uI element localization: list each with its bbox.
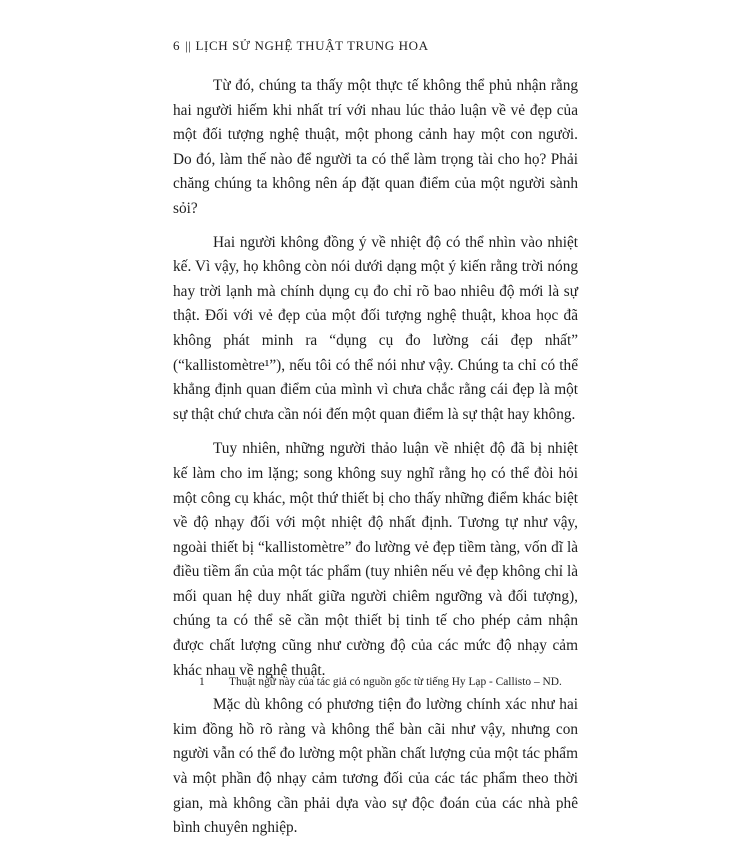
running-header [173,38,429,54]
footnote-text: Thuật ngữ này của tác giả có nguồn gốc từ tiếng Hy Lạp - Callisto – ND. [229,676,562,688]
body-text [173,74,578,850]
paragraph-3: Tuy nhiên, những người thảo luận về nhiệt độ đã bị nhiệt kế làm cho im lặng; song không suy nghĩ rằng họ có thể đòi hỏi một công cụ khác, một thứ thiết bị cho thấy những điểm khác biệt về độ nhạy đối với một nhiệt độ nhất định. Tương tự như vậy, ngoài thiết bị “kallistomètre” đo lường vẻ đẹp tiềm tàng, vốn dĩ là điều tiềm ẩn của một tác phẩm (tuy nhiên nếu vẻ đẹp không chỉ là mối quan hệ duy nhất giữa người chiêm ngưỡng và đối tượng), chúng ta có thể sẽ cần một thiết bị tinh tế cho phép cảm nhận được chất lượng cũng như cường độ của các mức độ nhạy cảm khác nhau về nghệ thuật. [173,440,578,679]
book-title: LỊCH SỬ NGHỆ THUẬT TRUNG HOA [195,38,429,53]
page-number: 6 [173,38,181,53]
header-separator: || [185,38,192,53]
paragraph-1: Từ đó, chúng ta thấy một thực tế không thể phủ nhận rằng hai người hiếm khi nhất trí với nhau lúc thảo luận về vẻ đẹp của một đối tượng nghệ thuật, một phong cảnh hay một con người. Do đó, làm thế nào để người ta có thể làm trọng tài cho họ? Phải chăng chúng ta không nên áp đặt quan điểm của một người sành sỏi? [173,77,578,217]
paragraph-4: Mặc dù không có phương tiện đo lường chính xác như hai kim đồng hồ rõ ràng và không thể bàn cãi như vậy, nhưng con người vẫn có thể đo lường một phần chất lượng của một tác phẩm và một phần độ nhạy cảm tương đối của các tác phẩm theo thời gian, mà không cần phải dựa vào sự độc đoán của các nhà phê bình chuyên nghiệp. [173,696,578,837]
footnote-number: 1 [199,676,205,688]
footnote [199,676,579,688]
paragraph-2: Hai người không đồng ý về nhiệt độ có thể nhìn vào nhiệt kế. Vì vậy, họ không còn nói dưới dạng một ý kiến rằng trời nóng hay trời lạnh mà chính dụng cụ đo chỉ rõ bao nhiêu độ mới là sự thật. Đối với vẻ đẹp của một đối tượng nghệ thuật, khoa học đã không phát minh ra “dụng cụ đo lường cái đẹp nhất” (“kallistomètre¹”), nếu tôi có thể nói như vậy. Chúng ta chỉ có thể khẳng định quan điểm của mình vì chưa chắc rằng cái đẹp là một sự thật chứ chưa cần nói đến một quan điểm là sự thật hay không. [173,233,578,423]
